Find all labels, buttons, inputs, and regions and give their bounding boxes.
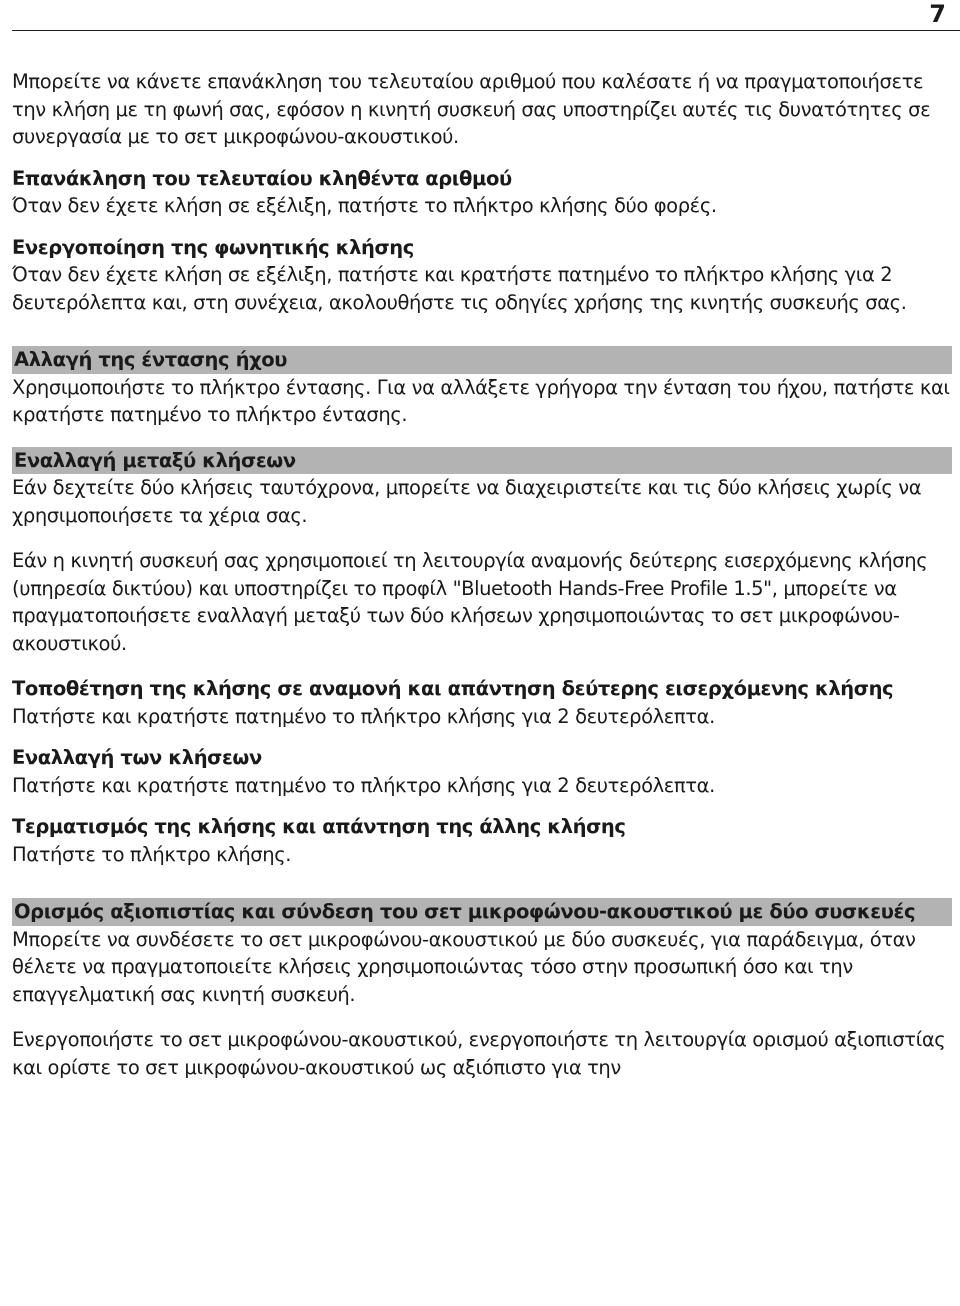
switch-calls-text-1: Εάν δεχτείτε δύο κλήσεις ταυτόχρονα, μπορείτε να διαχειριστείτε και τις δύο κλήσεις χωρίς να χρησιμοποιήσετε τα χέρια σας. (12, 476, 922, 527)
page-content (12, 68, 952, 1081)
switch-calls-section-heading: Εναλλαγή μεταξύ κλήσεων (12, 447, 952, 475)
multipoint-text-2: Ενεργοποιήστε το σετ μικροφώνου-ακουστικού, ενεργοποιήστε τη λειτουργία ορισμού αξιοπιστίας και ορίστε το σετ μικροφώνου-ακουστικού ως αξιόπιστο για την (12, 1028, 946, 1079)
volume-text: Χρησιμοποιήστε το πλήκτρο έντασης. Για να αλλάξετε γρήγορα την ένταση του ήχου, πατήστε και κρατήστε πατημένο το πλήκτρο έντασης. (12, 375, 950, 426)
voice-dialing-heading: Ενεργοποίηση της φωνητικής κλήσης (12, 235, 414, 259)
switch-calls-text-2: Εάν η κινητή συσκευή σας χρησιμοποιεί τη λειτουργία αναμονής δεύτερης εισερχόμενης κλήσης (υπηρεσία δικτύου) και υποστηρίζει το προφίλ "Bluetooth Hands-Free Profile 1.5", μπορείτε να πραγματοποιήσετε εναλλαγή μεταξύ των δύο κλήσεων χρησιμοποιώντας το σετ μικροφώνου-ακουστικού. (12, 549, 928, 655)
intro-paragraph: Μπορείτε να κάνετε επανάκληση του τελευταίου αριθμού που καλέσατε ή να πραγματοποιήσετε την κλήση με τη φωνή σας, εφόσον η κινητή συσκευή σας υποστηρίζει αυτές τις δυνατότητες σε συνεργασία με το σετ μικροφώνου-ακουστικού. (12, 70, 931, 148)
hold-call-text: Πατήστε και κρατήστε πατημένο το πλήκτρο κλήσης για 2 δευτερόλεπτα. (12, 704, 715, 728)
header-rule (12, 30, 960, 31)
redial-heading: Επανάκληση του τελευταίου κληθέντα αριθμού (12, 166, 512, 190)
volume-section-heading: Αλλαγή της έντασης ήχου (12, 346, 952, 374)
page-number: 7 (929, 0, 946, 28)
toggle-calls-heading: Εναλλαγή των κλήσεων (12, 746, 262, 769)
multipoint-text-1: Μπορείτε να συνδέσετε το σετ μικροφώνου-ακουστικού με δύο συσκευές, για παράδειγμα, όταν θέλετε να πραγματοποιείτε κλήσεις χρησιμοποιώντας τόσο στην προσωπική όσο και την επαγγελματική σας κινητή συσκευή. (12, 927, 916, 1006)
hold-call-heading: Τοποθέτηση της κλήσης σε αναμονή και απάντηση δεύτερης εισερχόμενης κλήσης (12, 677, 894, 700)
voice-dialing-text: Όταν δεν έχετε κλήση σε εξέλιξη, πατήστε και κρατήστε πατημένο το πλήκτρο κλήσης για 2 δευτερόλεπτα και, στη συνέχεια, ακολουθήστε τις οδηγίες χρήσης της κινητής συσκευής σας. (12, 263, 907, 314)
end-answer-heading: Τερματισμός της κλήσης και απάντηση της άλλης κλήσης (12, 815, 626, 838)
end-answer-text: Πατήστε το πλήκτρο κλήσης. (12, 842, 292, 866)
redial-text: Όταν δεν έχετε κλήση σε εξέλιξη, πατήστε το πλήκτρο κλήσης δύο φορές. (12, 194, 717, 217)
multipoint-section-heading: Ορισμός αξιοπιστίας και σύνδεση του σετ μικροφώνου-ακουστικού με δύο συσκευές (12, 898, 952, 926)
toggle-calls-text: Πατήστε και κρατήστε πατημένο το πλήκτρο κλήσης για 2 δευτερόλεπτα. (12, 773, 715, 797)
page-header (0, 0, 960, 32)
